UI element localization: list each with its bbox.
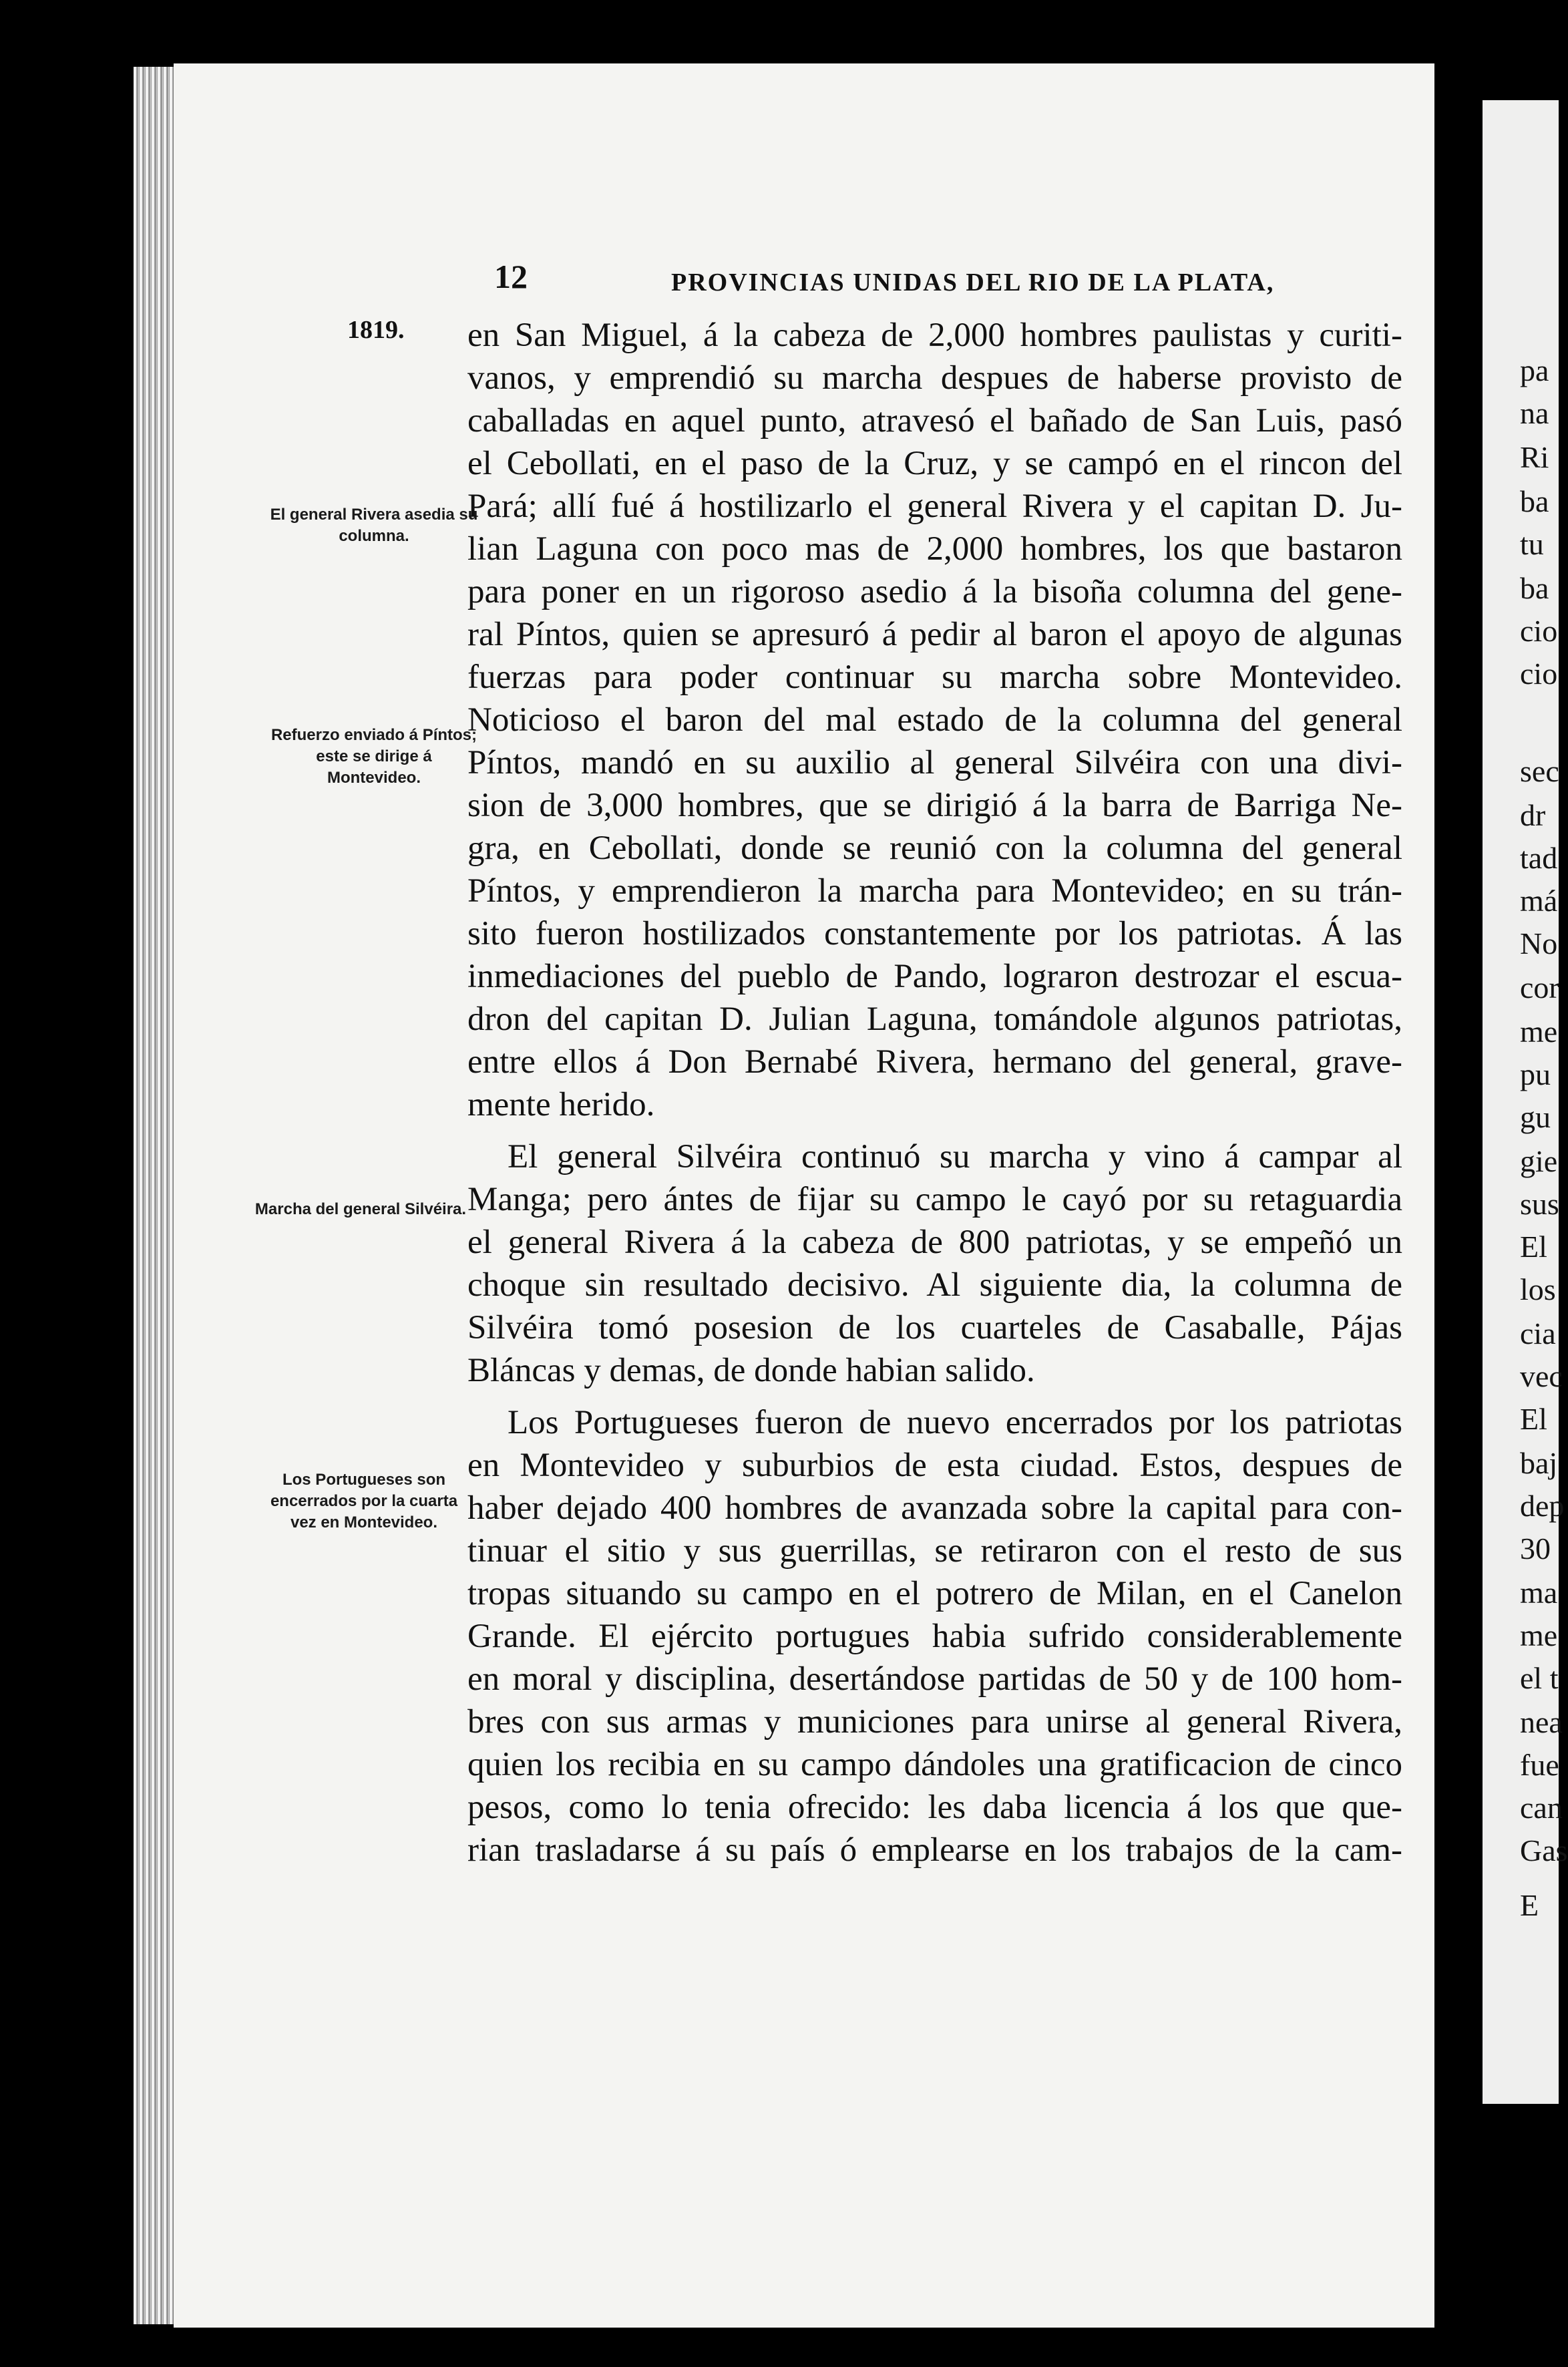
facing-fragment: dr [1520, 798, 1546, 832]
facing-fragment: Ri [1520, 440, 1549, 474]
text-line: en moral y disciplina, desertándose partidas de 50 y de 100 hom- [467, 1660, 1402, 1698]
text-line: Manga; pero ántes de fijar su campo le cayó por su retaguardia [467, 1181, 1402, 1218]
text-line: Píntos, y emprendieron la marcha para Montevideo; en su trán- [467, 872, 1402, 910]
text-line: Los Portugueses fueron de nuevo encerrados por los patriotas [508, 1404, 1402, 1441]
facing-fragment: nea [1520, 1705, 1563, 1739]
facing-fragment: el t [1520, 1661, 1559, 1695]
margin-year: 1819. [347, 316, 405, 344]
page-header [494, 257, 1382, 304]
facing-fragment: gu [1520, 1100, 1551, 1134]
facing-fragment: los [1520, 1272, 1556, 1306]
body-text [467, 314, 1402, 1871]
text-line: Pará; allí fué á hostilizarlo el general Rivera y el capitan D. Ju- [467, 488, 1402, 525]
text-line: Grande. El ejército portugues habia sufrido considerablemente [467, 1618, 1402, 1655]
text-line: tropas situando su campo en el potrero de Milan, en el Canelon [467, 1575, 1402, 1612]
facing-fragment: Gas [1520, 1833, 1568, 1867]
text-line: El general Silvéira continuó su marcha y vino á campar al [508, 1138, 1402, 1175]
facing-fragment: fue [1520, 1748, 1559, 1782]
facing-fragment: dep [1520, 1489, 1565, 1523]
text-line: entre ellos á Don Bernabé Rivera, hermano del general, grave- [467, 1043, 1402, 1081]
text-line: para poner en un rigoroso asedio á la bisoña columna del gene- [467, 573, 1402, 610]
text-line: haber dejado 400 hombres de avanzada sobre la capital para con- [467, 1489, 1402, 1527]
margin-note: El general Rivera asedia su columna. [270, 506, 478, 545]
text-line: inmediaciones del pueblo de Pando, lograron destrozar el escua- [467, 958, 1402, 995]
facing-fragment: ma [1520, 1576, 1558, 1610]
facing-fragment: tad [1520, 841, 1558, 875]
facing-fragment: pa [1520, 353, 1549, 387]
book-gutter [134, 67, 174, 2324]
margin-note: Refuerzo enviado á Píntos; este se dirige á Montevideo. [270, 726, 477, 787]
facing-fragment: me [1520, 1618, 1558, 1652]
facing-fragment: cio [1520, 657, 1558, 691]
facing-fragment: baj [1520, 1446, 1558, 1480]
facing-fragment: El [1520, 1402, 1547, 1436]
text-line: Noticioso el baron del mal estado de la columna del general [467, 701, 1402, 739]
text-line: sion de 3,000 hombres, que se dirigió á la barra de Barriga Ne- [467, 787, 1402, 824]
text-line: Silvéira tomó posesion de los cuarteles de Casaballe, Pájas [467, 1309, 1402, 1346]
text-line: fuerzas para poder continuar su marcha sobre Montevideo. [467, 659, 1402, 696]
margin-note: Marcha del general Silvéira. [254, 1200, 467, 1218]
facing-fragment: pu [1520, 1057, 1551, 1091]
facing-fragment: me [1520, 1015, 1558, 1049]
text-line: en Montevideo y suburbios de esta ciudad. Estos, despues de [467, 1447, 1402, 1484]
text-line: el general Rivera á la cabeza de 800 patriotas, y se empeñó un [467, 1224, 1402, 1261]
text-line: rian trasladarse á su país ó emplearse en los trabajos de la cam- [467, 1831, 1402, 1869]
facing-fragment: No [1520, 926, 1558, 960]
facing-fragment: El [1520, 1230, 1547, 1264]
text-line: Bláncas y demas, de donde habian salido. [467, 1352, 1035, 1389]
facing-fragment: ba [1520, 571, 1549, 605]
text-line: caballadas en aquel punto, atravesó el bañado de San Luis, pasó [467, 402, 1402, 439]
text-line: bres con sus armas y municiones para unirse al general Rivera, [467, 1703, 1402, 1741]
text-line: en San Miguel, á la cabeza de 2,000 hombres paulistas y curiti- [467, 317, 1402, 354]
facing-fragment: gie [1520, 1144, 1558, 1178]
facing-fragment: cor [1520, 970, 1559, 1005]
text-line: mente herido. [467, 1086, 655, 1123]
facing-fragment: má [1520, 884, 1558, 918]
page-number: 12 [494, 258, 528, 295]
facing-fragment: E [1520, 1888, 1539, 1922]
text-line: choque sin resultado decisivo. Al siguiente dia, la columna de [467, 1266, 1402, 1304]
text-line: pesos, como lo tenia ofrecido: les daba licencia á los que que- [467, 1789, 1402, 1826]
facing-fragment: ba [1520, 484, 1549, 518]
text-line: gra, en Cebollati, donde se reunió con la columna del general [467, 830, 1402, 867]
facing-fragment: tu [1520, 527, 1544, 561]
facing-fragment: cio [1520, 614, 1558, 648]
facing-fragment: 30 [1520, 1531, 1551, 1566]
facing-fragment: cia [1520, 1316, 1556, 1350]
running-head: PROVINCIAS UNIDAS DEL RIO DE LA PLATA, [671, 268, 1275, 297]
facing-fragment: sus [1520, 1187, 1559, 1221]
text-line: vanos, y emprendió su marcha despues de haberse provisto de [467, 359, 1402, 397]
text-line: sito fueron hostilizados constantemente por los patriotas. Á las [467, 915, 1402, 952]
text-line: quien los recibia en su campo dándoles una gratificacion de cinco [467, 1746, 1402, 1783]
text-line: el Cebollati, en el paso de la Cruz, y se campó en el rincon del [467, 445, 1402, 482]
text-line: tinuar el sitio y sus guerrillas, se retiraron con el resto de sus [467, 1532, 1402, 1570]
facing-fragment: vec [1520, 1359, 1563, 1393]
text-line: dron del capitan D. Julian Laguna, tomándole algunos patriotas, [467, 1000, 1402, 1038]
facing-fragment: sec [1520, 754, 1559, 788]
facing-page-edge [1483, 100, 1568, 2104]
facing-fragment: na [1520, 396, 1549, 430]
text-line: Píntos, mandó en su auxilio al general Silvéira con una divi- [467, 744, 1402, 781]
text-line: lian Laguna con poco mas de 2,000 hombres, los que bastaron [467, 530, 1402, 568]
facing-fragment: can [1520, 1791, 1563, 1825]
margin-note: Los Portugueses son encerrados por la cuarta vez en Montevideo. [270, 1471, 458, 1531]
text-line: ral Píntos, quien se apresuró á pedir al baron el apoyo de algunas [467, 616, 1402, 653]
